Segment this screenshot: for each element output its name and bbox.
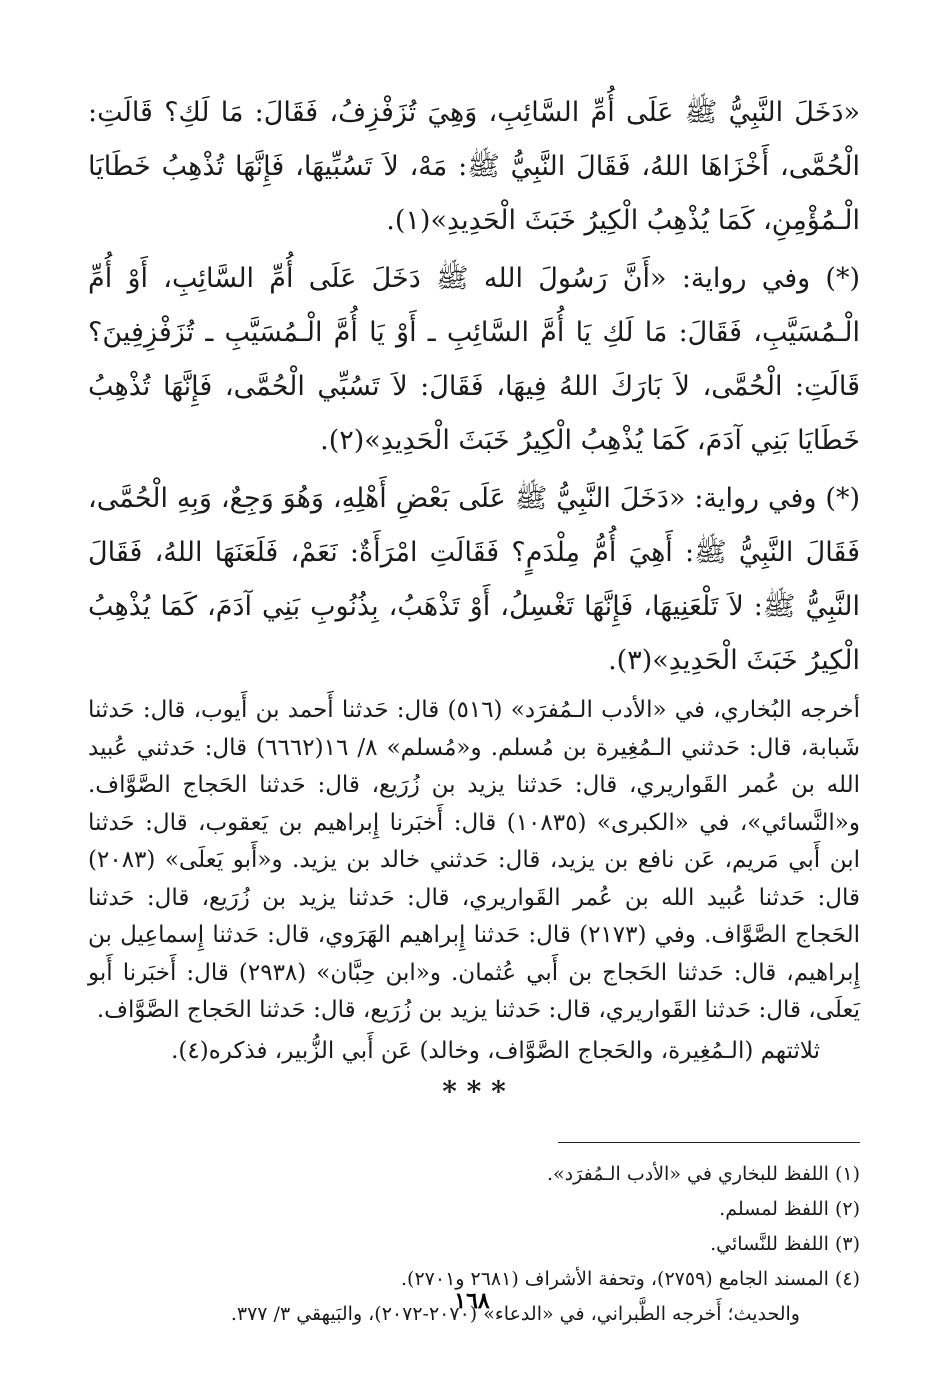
hadith-paragraph: «دَخَلَ النَّبِيُّ ﷺ عَلَى أُمِّ السَّائِبِ، وَهِيَ تُزَفْزِفُ، فَقَالَ: مَا لَكِ؟ قَالَتِ: الْحُمَّى، أَخْزَاهَا اللهُ، فَقَالَ النَّبِيُّ ﷺ: مَهْ، لاَ تَسُبِّيهَا، فَإِنَّهَا تُذْهِبُ خَطَايَا الْـمُؤْمِنِ، كَمَا يُذْهِبُ الْكِيرُ خَبَثَ الْحَدِيدِ»(١). bbox=[88, 97, 860, 236]
footnote-4: (٤) المسند الجامع (٢٧٥٩)، وتحفة الأشراف (٢٦٨١ و٢٧٠١). bbox=[401, 1267, 860, 1290]
section-separator: * * * bbox=[442, 1074, 506, 1108]
book-page bbox=[88, 86, 860, 1346]
page-number: ١٦٨ bbox=[454, 1288, 490, 1314]
hadith-variant-paragraph: (*) وفي رواية: «دَخَلَ النَّبِيُّ ﷺ عَلَى بَعْضِ أَهْلِهِ، وَهُوَ وَجِعٌ، وَبِهِ الْحُمَّى، فَقَالَ النَّبِيُّ ﷺ: أَهِيَ أُمُّ مِلْدَمٍ؟ فَقَالَتِ امْرَأَةٌ: نَعَمْ، فَلَعَنَهَا اللهُ، فَقَالَ النَّبِيُّ ﷺ: لاَ تَلْعَنِيهَا، فَإِنَّهَا تَغْسِلُ، أَوْ تَذْهَبُ، بِذُنُوبِ بَنِي آدَمَ، كَمَا يُذْهِبُ الْكِيرُ خَبَثَ الْحَدِيدِ»(٣). bbox=[88, 483, 860, 676]
footnote-1: (١) اللفظ للبخاري في «الأدب الـمُفرَد». bbox=[546, 1162, 860, 1185]
takhrij-paragraph: أخرجه البُخاري، في «الأدب الـمُفرَد» (٥١٦) قال: حَدثنا أَحمد بن أَيوب، قال: حَدثنا شَبابة، قال: حَدثني الـمُغِيرة بن مُسلم. و«مُسلم» ٨/ ١٦(٦٦٦٢) قال: حَدثني عُبيد الله بن عُمر القَواريري، قال: حَدثنا يزيد بن زُرَيع، قال: حَدثنا الحَجاج الصَّوَّاف. و«النَّسائي»، في «الكبرى» (١٠٨٣٥) قال: أَخبَرنا إِبراهيم بن يَعقوب، قال: حَدثنا ابن أَبي مَريم، عَن نافع بن يزيد، قال: حَدثني خالد بن يزيد. و«أَبو يَعلَى» (٢٠٨٣) قال: حَدثنا عُبيد الله بن عُمر القَواريري، قال: حَدثنا يزيد بن زُرَيع، قال: حَدثنا الحَجاج الصَّوَّاف. وفي (٢١٧٣) قال: حَدثنا إِبراهيم الهَرَوي، قال: حَدثنا إِسماعِيل بن إِبراهيم، قال: حَدثنا الحَجاج بن أَبي عُثمان. و«ابن حِبَّان» (٢٩٣٨) قال: أَخبَرنا أَبو يَعلَى، قال: حَدثنا القَواريري، قال: حَدثنا يزيد بن زُرَيع، قال: حَدثنا الحَجاج الصَّوَّاف. bbox=[88, 697, 860, 1023]
footnote-divider bbox=[558, 1142, 860, 1143]
footnote-3: (٣) اللفظ للنَّسائي. bbox=[710, 1232, 860, 1255]
summary-line: ثلاثتهم (الـمُغِيرة، والحَجاج الصَّوَّاف، وخالد) عَن أَبي الزُّبير، فذكره(٤). bbox=[171, 1037, 820, 1064]
hadith-variant-paragraph: (*) وفي رواية: «أَنَّ رَسُولَ الله ﷺ دَخَلَ عَلَى أُمِّ السَّائِبِ، أَوْ أُمِّ الْـمُسَيَّبِ، فَقَالَ: مَا لَكِ يَا أُمَّ السَّائِبِ ـ أَوْ يَا أُمَّ الْـمُسَيَّبِ ـ تُزَفْزِفِينَ؟ قَالَتِ: الْحُمَّى، لاَ بَارَكَ اللهُ فِيهَا، فَقَالَ: لاَ تَسُبِّي الْحُمَّى، فَإِنَّهَا تُذْهِبُ خَطَايَا بَنِي آدَمَ، كَمَا يُذْهِبُ الْكِيرُ خَبَثَ الْحَدِيدِ»(٢). bbox=[88, 263, 860, 456]
footnote-2: (٢) اللفظ لمسلم. bbox=[719, 1197, 860, 1220]
footnote-4-continuation: والحديث؛ أَخرجه الطَّبراني، في «الدعاء» (٢٠٧٠-٢٠٧٢)، والبَيهقي ٣/ ٣٧٧. bbox=[230, 1302, 800, 1325]
